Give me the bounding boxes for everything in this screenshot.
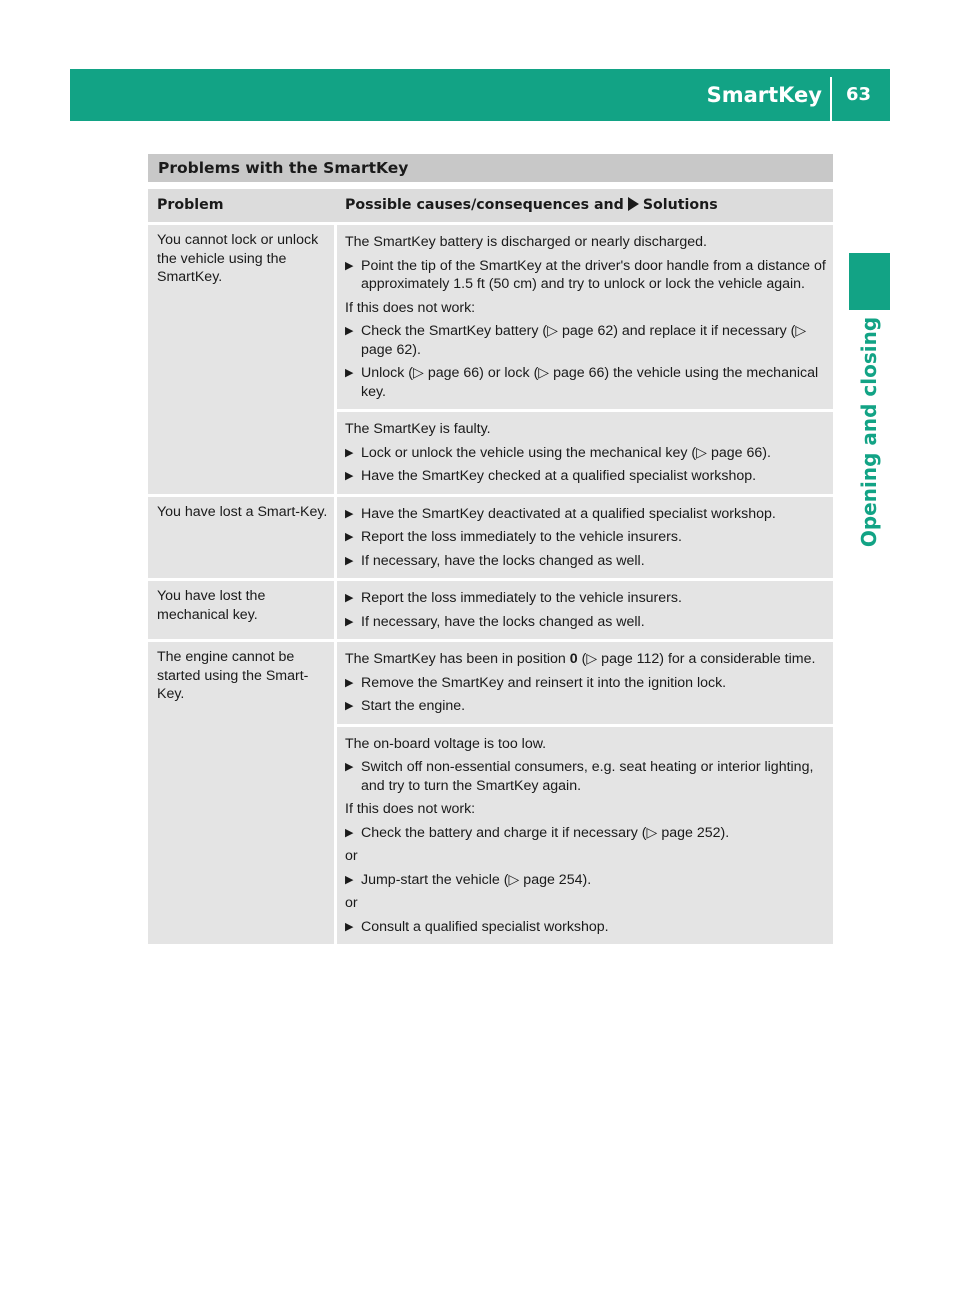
solutions-cell	[337, 497, 833, 579]
solution-step	[345, 467, 827, 486]
step-arrow-icon: ▶	[345, 367, 354, 379]
step-arrow-icon: ▶	[345, 761, 354, 773]
solution-step	[345, 918, 827, 937]
cause-text-part: The SmartKey has been in position	[345, 651, 570, 667]
problem-cell: You have lost a Smart-Key.	[148, 497, 334, 579]
table-body	[148, 225, 833, 944]
step-arrow-icon: ▶	[345, 554, 354, 567]
step-arrow-icon: ▶	[345, 873, 354, 886]
cause-text: The SmartKey is faulty.	[345, 421, 491, 437]
step-text: If necessary, have the locks changed as well.	[361, 552, 645, 569]
table-row	[148, 642, 833, 944]
step-arrow-icon: ▶	[345, 700, 354, 712]
problems-table	[148, 189, 833, 947]
step-arrow-icon: ▶	[345, 531, 354, 543]
cause-block	[337, 497, 833, 579]
cause-text: or	[345, 895, 358, 911]
header-divider	[830, 77, 832, 121]
step-text: Have the SmartKey deactivated at a qualified specialist workshop.	[361, 505, 776, 522]
solution-step	[345, 674, 827, 693]
solution-step	[345, 613, 827, 632]
cause-text: or	[345, 848, 358, 864]
chapter-tab-marker	[849, 253, 890, 310]
cause-block	[337, 225, 833, 409]
step-arrow-icon: ▶	[345, 676, 354, 689]
solutions-cell	[337, 642, 833, 944]
step-text: Switch off non-essential consumers, e.g. seat heating or interior lighting, and try to turn the SmartKey again.	[361, 759, 814, 794]
solution-step	[345, 444, 827, 463]
chapter-label: Opening and closing	[857, 316, 881, 548]
solution-step	[345, 758, 827, 795]
step-text: Unlock (▷ page 66) or lock (▷ page 66) the vehicle using the mechanical key.	[361, 365, 819, 400]
cause-block	[337, 727, 833, 945]
step-text: Start the engine.	[361, 698, 466, 714]
step-arrow-icon: ▶	[345, 470, 354, 482]
cause-text: If this does not work:	[345, 801, 476, 817]
cause-block	[337, 642, 833, 724]
solutions-cell	[337, 581, 833, 639]
solution-step	[345, 505, 827, 524]
solutions-cell	[337, 225, 833, 494]
step-arrow-icon: ▶	[345, 507, 354, 520]
step-arrow-icon: ▶	[345, 325, 354, 337]
header-title: SmartKey	[706, 83, 822, 107]
step-arrow-icon: ▶	[345, 920, 354, 933]
step-text: Check the battery and charge it if necessary (▷ page 252).	[361, 824, 730, 841]
step-text: Report the loss immediately to the vehicle insurers.	[361, 529, 682, 545]
cause-block	[337, 412, 833, 494]
step-text: Remove the SmartKey and reinsert it into the ignition lock.	[361, 674, 727, 691]
step-text: Point the tip of the SmartKey at the driver's door handle from a distance of approximately 1.5 ft (50 cm) and try to unlock or lock the vehicle again.	[361, 257, 826, 292]
table-header-row	[148, 189, 833, 222]
table-row	[148, 497, 833, 579]
step-arrow-icon: ▶	[345, 615, 354, 628]
solution-step	[345, 697, 827, 716]
solution-step	[345, 871, 827, 890]
step-text: Consult a qualified specialist workshop.	[361, 918, 609, 935]
cause-text	[345, 650, 827, 669]
section-title: Problems with the SmartKey	[148, 154, 833, 182]
cause-block	[337, 581, 833, 639]
step-text: If necessary, have the locks changed as well.	[361, 613, 645, 630]
step-arrow-icon: ▶	[345, 592, 354, 604]
table-row	[148, 225, 833, 494]
solution-step	[345, 322, 827, 359]
step-text: Report the loss immediately to the vehicle insurers.	[361, 590, 682, 606]
cause-text: The on-board voltage is too low.	[345, 735, 547, 752]
column-header-solutions: Possible causes/consequences and Solutions	[337, 189, 833, 222]
solution-arrow-icon	[628, 197, 639, 211]
step-arrow-icon: ▶	[345, 446, 354, 459]
step-text: Check the SmartKey battery (▷ page 62) and replace it if necessary (▷ page 62).	[361, 323, 807, 358]
step-arrow-icon: ▶	[345, 826, 354, 839]
solution-step	[345, 364, 827, 401]
solution-step	[345, 552, 827, 571]
step-text: Jump-start the vehicle (▷ page 254).	[361, 871, 592, 888]
step-text: Lock or unlock the vehicle using the mechanical key (▷ page 66).	[361, 444, 771, 461]
solution-step	[345, 257, 827, 294]
problem-cell: The engine cannot be started using the Smart-Key.	[148, 642, 334, 944]
solution-step	[345, 528, 827, 547]
problem-cell: You cannot lock or unlock the vehicle using the SmartKey.	[148, 225, 334, 494]
step-text: Have the SmartKey checked at a qualified specialist workshop.	[361, 468, 757, 484]
cause-text: The SmartKey battery is discharged or nearly discharged.	[345, 234, 707, 250]
solution-step	[345, 589, 827, 608]
page-number: 63	[845, 84, 871, 105]
column-header-problem: Problem	[148, 189, 334, 222]
step-arrow-icon: ▶	[345, 259, 354, 272]
key-position-value: 0	[569, 651, 578, 667]
table-row	[148, 581, 833, 639]
problem-cell: You have lost the mechanical key.	[148, 581, 334, 639]
cause-text: If this does not work:	[345, 299, 476, 316]
cause-text-part: (▷ page 112) for a considerable time.	[577, 651, 816, 667]
solution-step	[345, 824, 827, 843]
page-header	[70, 69, 890, 121]
